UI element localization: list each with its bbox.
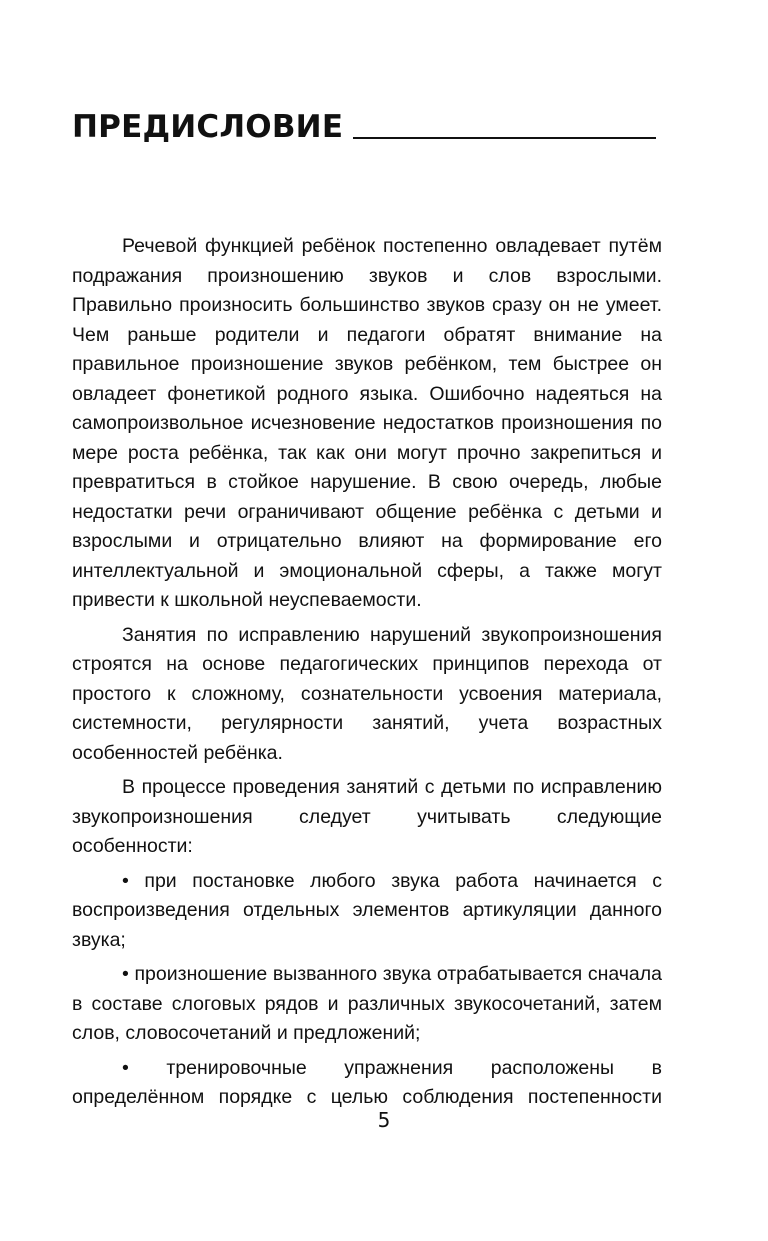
body-text xyxy=(72,232,662,1113)
chapter-heading xyxy=(72,109,656,145)
bullet-item-syllables: • произношение вызванного звука отрабатывается сначала в составе слоговых рядов и различных звукосочетаний, затем слов, словосочетаний и предложений; xyxy=(72,963,662,1044)
paragraph-principles: Занятия по исправлению нарушений звукопроизношения строятся на основе педагогических принципов перехода от простого к сложному, сознательности усвоения материала, системности, регулярности занятий, учета возрастных особенностей ребёнка. xyxy=(72,623,662,764)
chapter-title: ПРЕДИСЛОВИЕ xyxy=(72,109,344,145)
paragraph-intro: Речевой функцией ребёнок постепенно овладевает путём подражания произношению звуков и слов взрослыми. Правильно произносить большинство звуков сразу он не умеет. Чем раньше родители и педагоги обратят внимание на правильное произношение звуков ребёнком, тем быстрее он овладеет фонетикой родного языка. Ошибочно надеяться на самопроизвольное исчезновение недостатков произношения по мере роста ребёнка, так как они могут прочно закрепиться и превратиться в стойкое нарушение. В свою очередь, любые недостатки речи ограничивают общение ребёнка с детьми и взрослыми и отрицательно влияют на формирование его интеллектуальной и эмоциональной сферы, а также могут привести к школьной неуспеваемости. xyxy=(72,235,662,611)
bullet-item-exercises: • тренировочные упражнения расположены в определённом порядке с целью соблюдения постепенности xyxy=(72,1056,662,1108)
page-number: 5 xyxy=(377,1108,391,1132)
bullet-item-articulation: • при постановке любого звука работа начинается с воспроизведения отдельных элементов артикуляции данного звука; xyxy=(72,869,662,951)
heading-rule-line xyxy=(353,137,656,139)
paragraph-features: В процессе проведения занятий с детьми по исправлению звукопроизношения следует учитывать следующие особенности: xyxy=(72,776,662,857)
